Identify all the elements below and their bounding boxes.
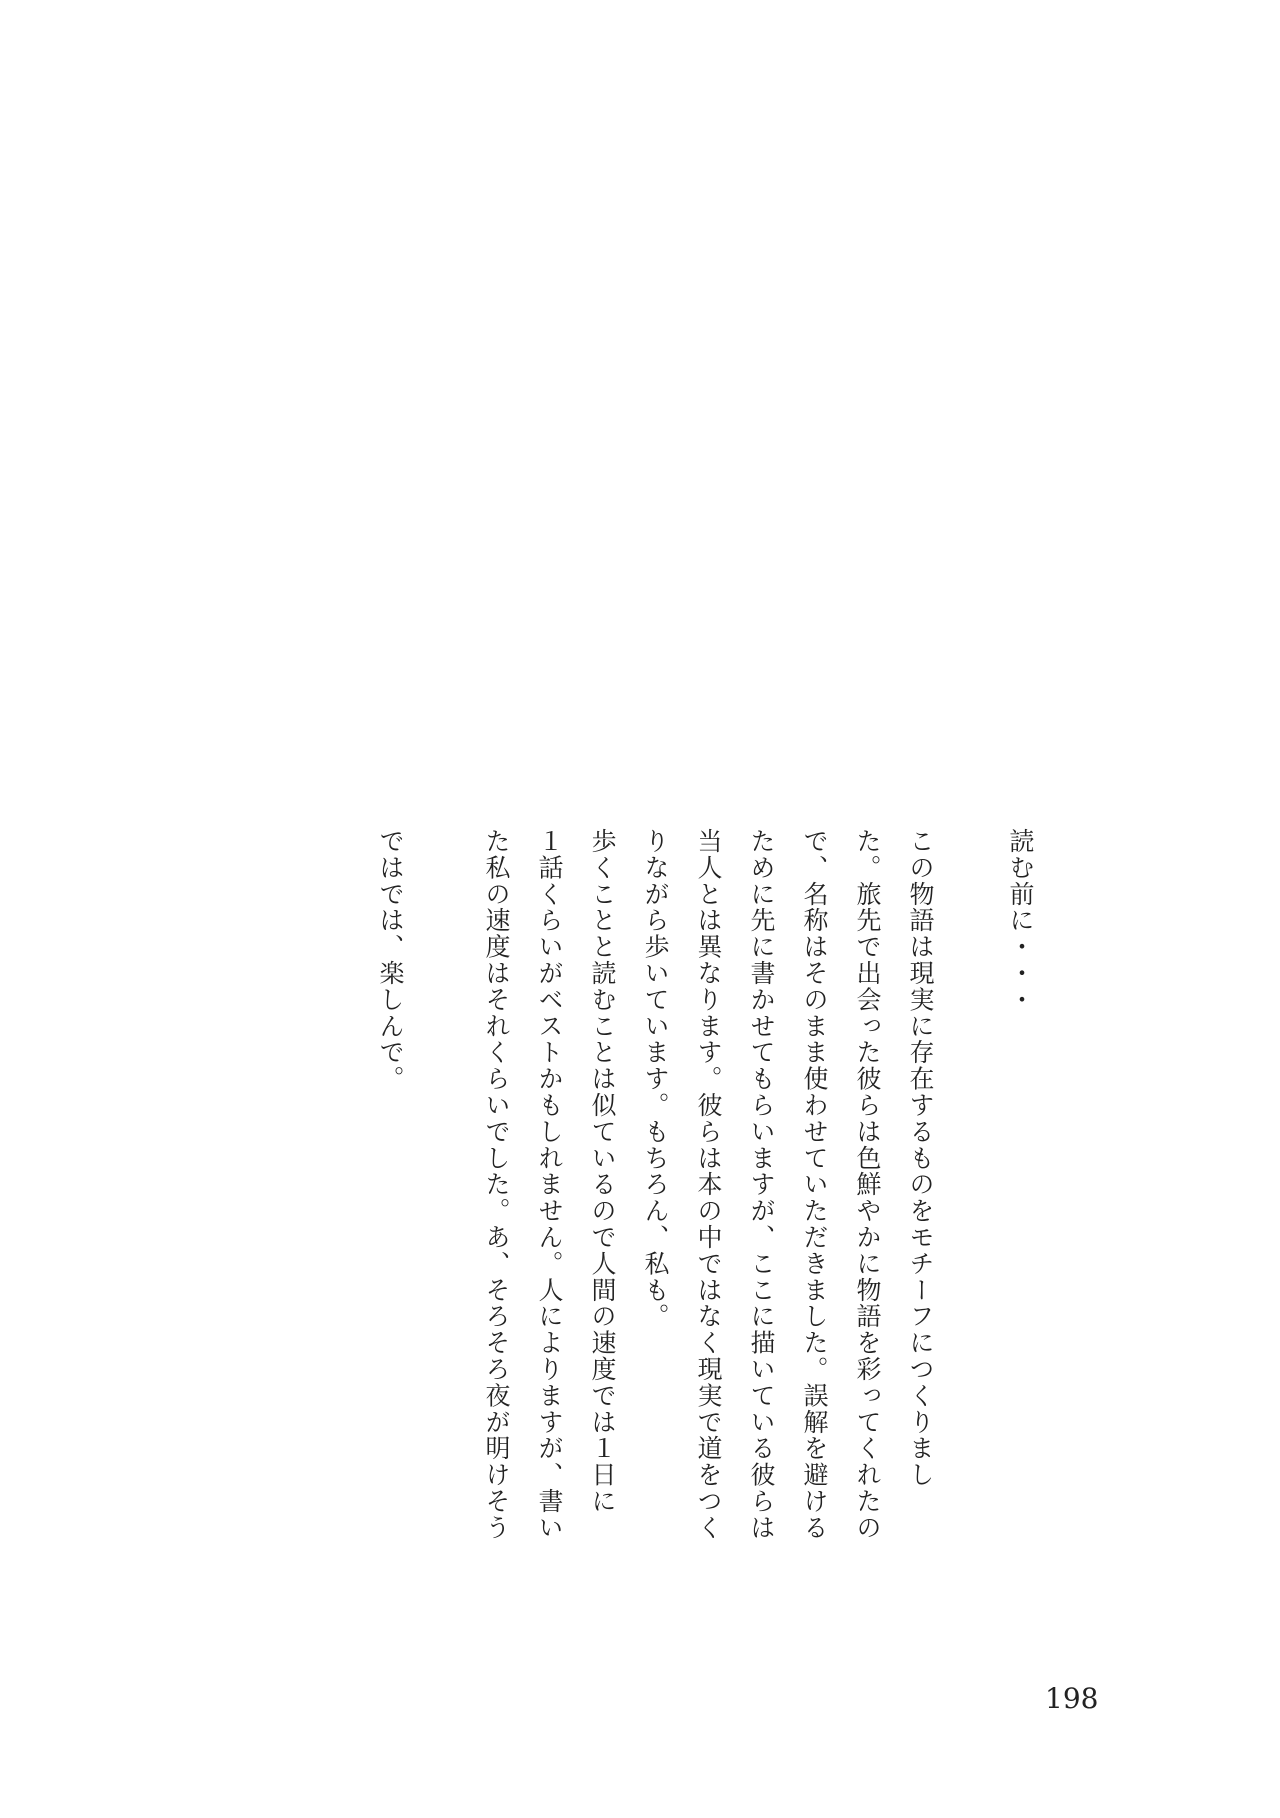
body-line: １話くらいがベストかもしれません。人によりますが、書い (535, 828, 564, 1541)
body-line: 当人とは異なります。彼らは本の中ではなく現実で道をつく (694, 828, 723, 1541)
body-line: この物語は現実に存在するものをモチーフにつくりまし (906, 828, 935, 1488)
body-line: 歩くことと読むことは似ているので人間の速度では１日に (588, 828, 617, 1515)
body-line: た私の速度はそれくらいでした。あ、そろそろ夜が明けそう (482, 828, 511, 1541)
vertical-text-block (320, 828, 1040, 1618)
body-line: ために先に書かせてもらいますが、ここに描いている彼らは (747, 828, 776, 1541)
section-heading: 読む前に・・・ (1006, 828, 1035, 1013)
page-number: 198 (1045, 1682, 1099, 1715)
body-line: た。旅先で出会った彼らは色鮮やかに物語を彩ってくれたの (853, 828, 882, 1541)
body-line: で、名称はそのまま使わせていただきました。誤解を避ける (800, 828, 829, 1541)
closing-line: ではでは、楽しんで。 (376, 828, 405, 1092)
body-line: りながら歩いています。もちろん、私も。 (641, 828, 670, 1330)
